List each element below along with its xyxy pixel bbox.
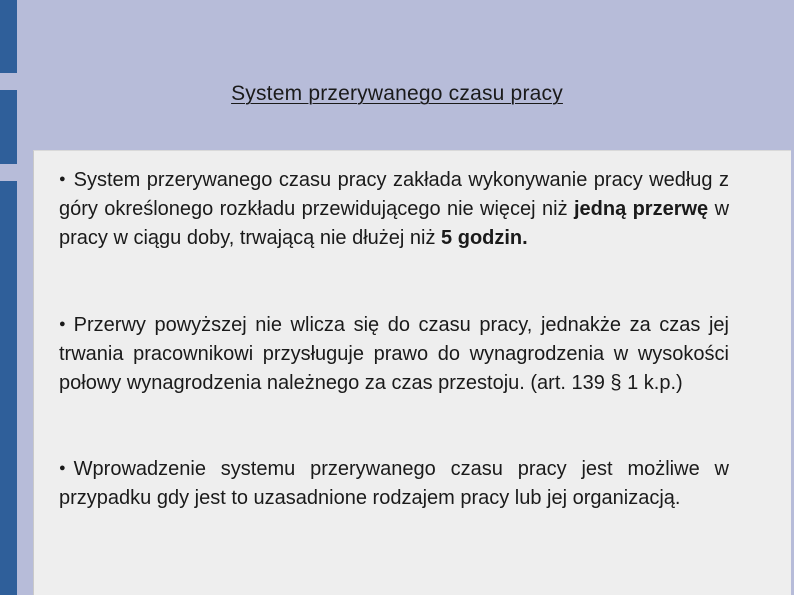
paragraph-1-bold-2: 5 godzin. <box>441 227 528 250</box>
paragraph-2-text: Przerwy powyższej nie wlicza się do czasu pracy, jednakże za czas jej trwania pracownikowi przysługuje prawo do wynagrodzenia w wysokości połowy wynagrodzenia należnego za czas przestoju. (art. 139 § 1 k.p.) <box>59 314 729 395</box>
paragraph-2 <box>59 311 729 398</box>
bullet-icon: ● <box>59 318 66 331</box>
paragraph-1-text-2: w pracy w ciągu doby, trwającą nie dłużej niż <box>59 198 730 250</box>
bullet-icon: ● <box>59 462 66 475</box>
bullet-icon: ● <box>59 173 66 186</box>
paragraph-1-text-1: System przerywanego czasu pracy zakłada wykonywanie pracy według z góry określonego rozkładu przewidującego nie więcej niż <box>59 169 729 221</box>
decorative-bar-bottom <box>0 181 17 595</box>
paragraph-3-text: Wprowadzenie systemu przerywanego czasu pracy jest możliwe w przypadku gdy jest to uzasadnione rodzajem pracy lub jej organizacją. <box>59 458 729 510</box>
paragraph-1-bold-1: jedną przerwę <box>573 198 709 221</box>
paragraph-3 <box>59 455 729 513</box>
slide-title: System przerywanego czasu pracy <box>231 82 563 105</box>
paragraph-1 <box>59 166 729 253</box>
decorative-bar-top <box>0 0 17 73</box>
